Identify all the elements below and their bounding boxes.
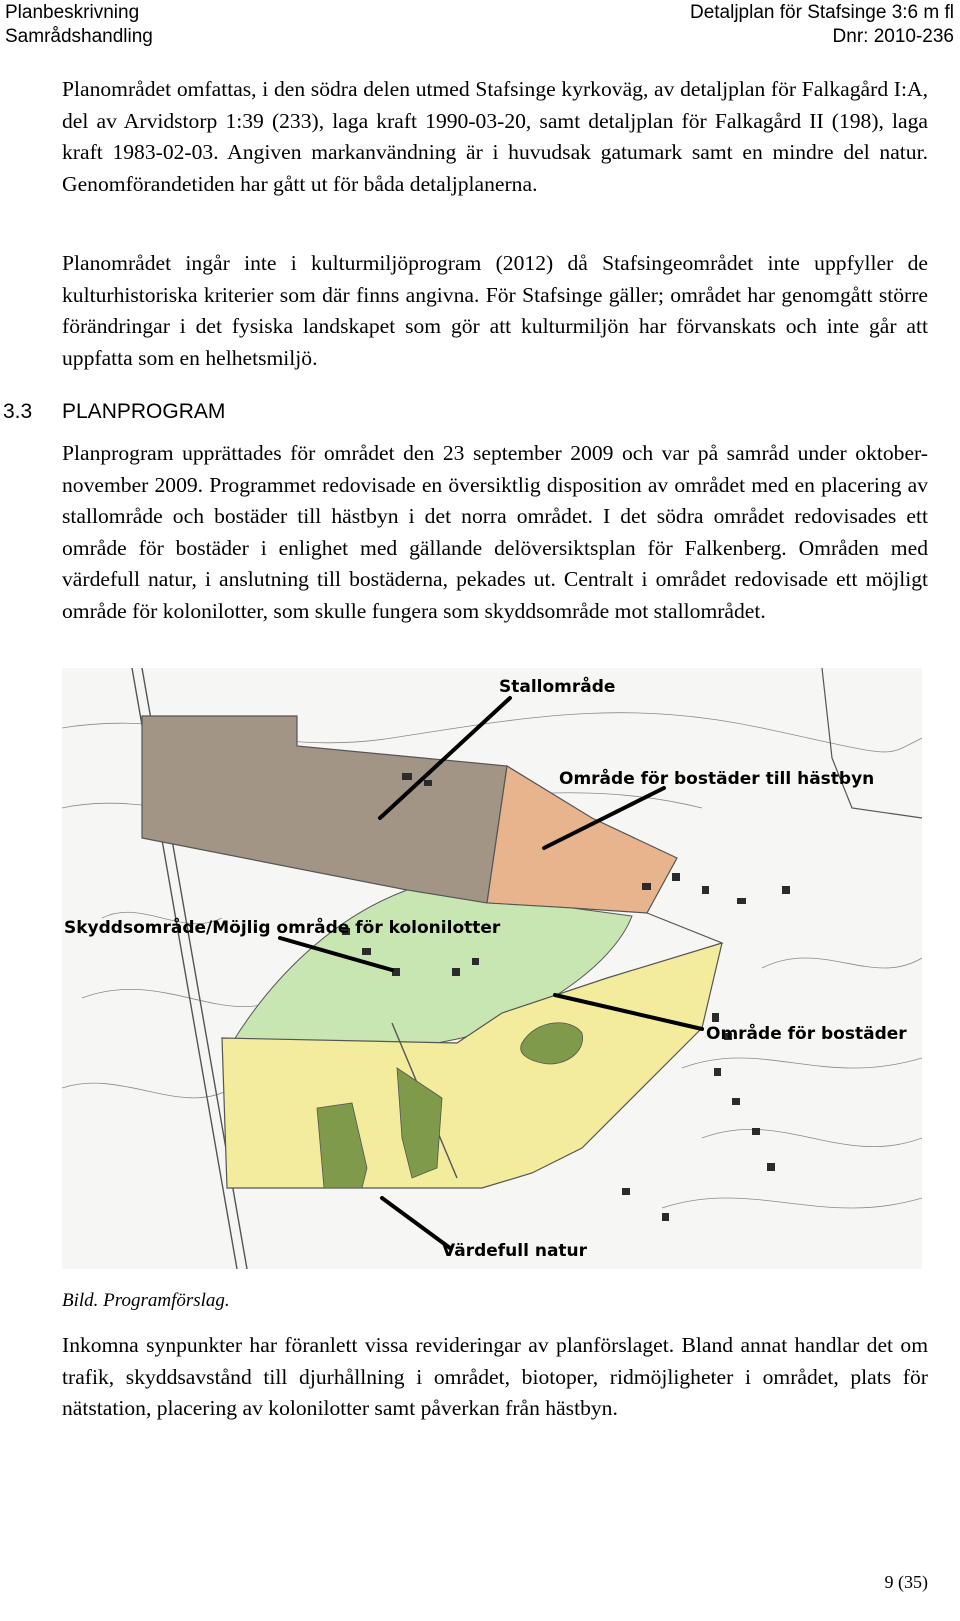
- document-stage: Samrådshandling: [5, 26, 153, 47]
- section-title: PLANPROGRAM: [62, 400, 226, 423]
- diary-number: Dnr: 2010-236: [832, 26, 954, 47]
- paragraph-planprogram: Planprogram upprättades för området den 23 september 2009 och var på samråd under oktober-november 2009. Programmet redovisade en översiktlig disposition av området med en placering av stallområde och bostäder till hästbyn i det norra området. I det södra området redovisades ett område för bostäder i enlighet med gällande delöversiktsplan för Falkenberg. Områden med värdefull natur, i anslutning till bostäderna, pekades ut. Centralt i området redovisade ett möjligt område för kolonilotter, som skulle fungera som skyddsområde mot stallområdet.: [62, 441, 928, 623]
- paragraph-detailplans: Planområdet omfattas, i den södra delen utmed Stafsinge kyrkoväg, av detaljplan för Falkagård I:A, del av Arvidstorp 1:39 (233), laga kraft 1990-03-20, samt detaljplan för Falkagård II (198), laga kraft 1983-02-03. Angiven markanvändning är i huvudsak gatumark samt en mindre del natur. Genomförandetiden har gått ut för båda detaljplanerna.: [62, 77, 928, 196]
- section-number: 3.3: [3, 400, 33, 423]
- paragraph-cultural-environment: Planområdet ingår inte i kulturmiljöprogram (2012) då Stafsingeområdet inte uppfyller de kulturhistoriska kriterier som där finns angivna. För Stafsinge gäller; området har genomgått större förändringar i det fysiska landskapet som gör att kulturmiljön har förvanskats och inte går att uppfatta som en helhetsmiljö.: [62, 251, 928, 370]
- label-natur: Värdefull natur: [442, 1241, 588, 1261]
- label-bostader: Område för bostäder: [706, 1024, 907, 1044]
- program-proposal-map: [62, 668, 922, 1269]
- figure-caption: Bild. Programförslag.: [62, 1290, 230, 1311]
- label-skydd: Skyddsområde/Möjlig område för kolonilotter: [64, 918, 501, 938]
- page-number: 9 (35): [884, 1572, 928, 1592]
- document-type: Planbeskrivning: [5, 2, 140, 23]
- page-header: [0, 0, 960, 50]
- plan-title: Detaljplan för Stafsinge 3:6 m fl: [689, 2, 954, 23]
- section-heading: [3, 400, 225, 424]
- label-hastbyn: Område för bostäder till hästbyn: [559, 769, 875, 789]
- label-stall: Stallområde: [499, 677, 616, 697]
- paragraph-comments: Inkomna synpunkter har föranlett vissa revideringar av planförslaget. Bland annat handlar det om trafik, skyddsavstånd till djurhållning i området, biotoper, ridmöjligheter i området, plats för nätstation, placering av kolonilotter samt påverkan från hästbyn.: [62, 1333, 928, 1420]
